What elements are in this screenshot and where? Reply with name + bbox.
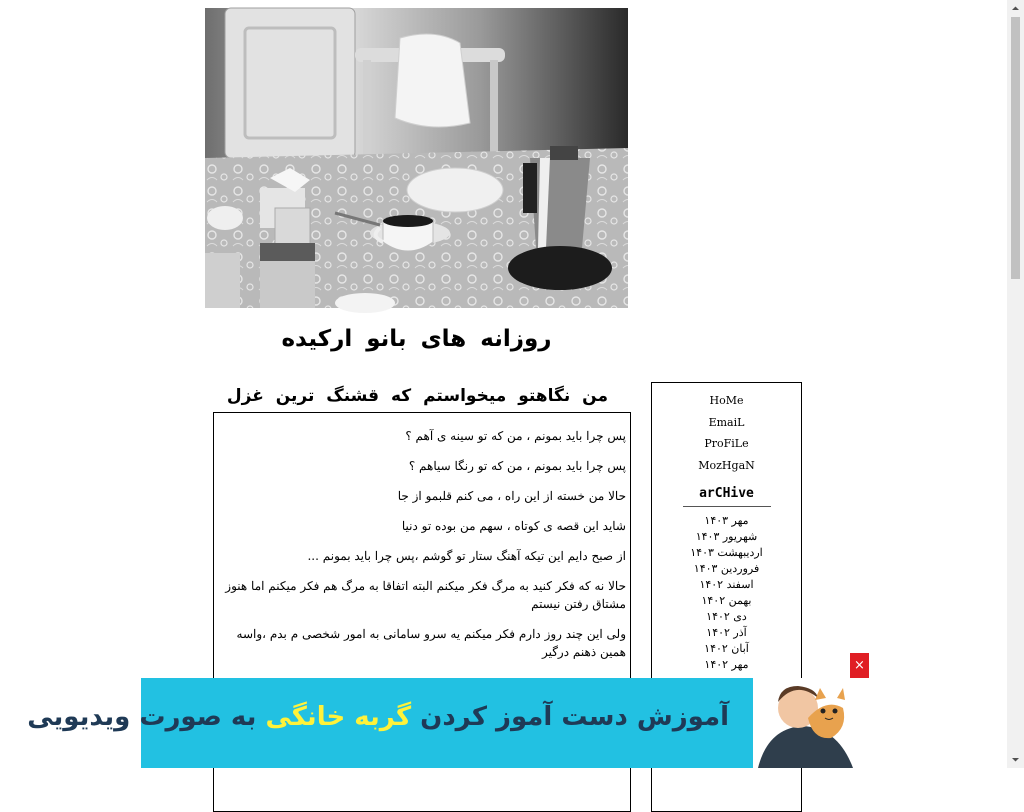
post-body xyxy=(214,413,630,661)
post-paragraph: شاید این قصه ی کوتاه ، سهم من بوده تو دنیا xyxy=(401,519,626,533)
nav-link-email[interactable]: EmaiL xyxy=(708,415,745,429)
ad-banner[interactable] xyxy=(27,678,753,768)
archive-heading: arCHive xyxy=(683,486,771,507)
archive-link[interactable]: آبان ۱۴۰۲ xyxy=(704,642,749,655)
nav-link-profile[interactable]: ProFiLe xyxy=(704,437,749,450)
scrollbar-thumb[interactable] xyxy=(1011,17,1020,279)
header-photo xyxy=(205,8,628,308)
nav-link-home[interactable]: HoMe xyxy=(709,394,744,407)
ad-text-start: آموزش دست آموز کردن xyxy=(420,702,729,732)
scroll-up-arrow-icon[interactable] xyxy=(1007,0,1024,17)
archive-link[interactable]: فروردین ۱۴۰۳ xyxy=(693,562,760,575)
scrollbar[interactable] xyxy=(1007,0,1024,768)
archive-link[interactable]: بهمن ۱۴۰۲ xyxy=(701,594,752,607)
sidebar-nav xyxy=(652,383,801,476)
archive-link[interactable]: اردیبهشت ۱۴۰۳ xyxy=(690,546,763,559)
archive-link[interactable]: دی ۱۴۰۲ xyxy=(706,610,747,623)
archive-link[interactable]: آذر ۱۴۰۲ xyxy=(706,626,747,639)
ad-text-end: به صورت ویدیویی xyxy=(27,702,257,732)
archive-link[interactable]: مهر ۱۴۰۳ xyxy=(704,514,749,527)
post-paragraph: ولی این چند روز دارم فکر میکنم یه سرو سامانی به امور شخصی م بدم ،واسه همین ذهنم درگیر xyxy=(236,627,626,659)
post-paragraph: از صبح دایم این تیکه آهنگ ستار تو گوشم ،پس چرا باید بمونم ... xyxy=(307,549,626,563)
ad-text[interactable] xyxy=(27,702,729,732)
ad-image[interactable] xyxy=(753,678,863,768)
blog-title: روزانه های بانو ارکیده xyxy=(281,326,552,352)
ad-text-highlight: گربه خانگی xyxy=(265,702,412,732)
scroll-down-arrow-icon[interactable] xyxy=(1007,751,1024,768)
archive-link[interactable]: مهر ۱۴۰۲ xyxy=(704,658,749,671)
post-paragraph: پس چرا باید بمونم ، من که تو سینه ی آهم ؟ xyxy=(405,429,626,443)
post-paragraph: حالا من خسته از این راه ، می کنم قلبمو از جا xyxy=(397,489,626,503)
ad-close-button[interactable]: × xyxy=(850,653,869,678)
archive-link[interactable]: شهریور ۱۴۰۳ xyxy=(695,530,758,543)
nav-link-author[interactable]: MozHgaN xyxy=(698,458,755,472)
post-paragraph: حالا نه که فکر کنید به مرگ فکر میکنم البته اتفاقا به مرگ هم فکر میکنم اما هنوز مشتاق رفتن نیستم xyxy=(225,579,626,611)
archive-link[interactable]: اسفند ۱۴۰۲ xyxy=(699,578,754,591)
post-title[interactable]: من نگاهتو میخواستم که قشنگ ترین غزل xyxy=(226,386,608,406)
archive-list xyxy=(652,513,801,673)
post-paragraph: پس چرا باید بمونم ، من که تو رنگا سیاهم ؟ xyxy=(408,459,626,473)
